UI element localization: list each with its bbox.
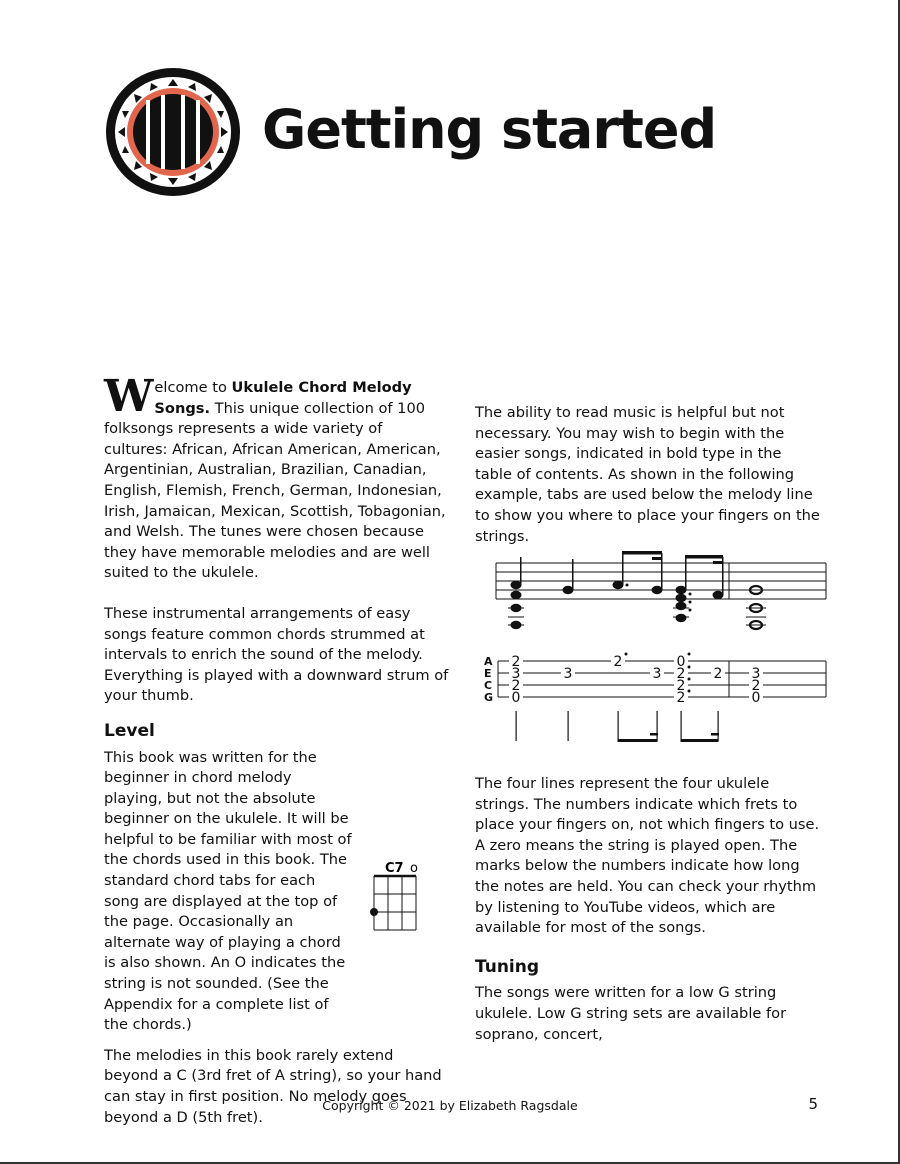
tab-explanation-paragraph: The four lines represent the four ukulele strings. The numbers indicate which frets to place your fingers on, not which fingers to use. A zero means the string is played open. The marks below the numbers indicate how long the notes are held. You can check your rhythm by listening to YouTube videos, which are available for most of the songs. bbox=[475, 775, 820, 937]
svg-text:0: 0 bbox=[676, 654, 686, 670]
chord-grid-icon bbox=[366, 860, 426, 936]
tab-string-g: G bbox=[484, 691, 494, 704]
tab-string-e: E bbox=[484, 667, 492, 680]
soundhole-icon bbox=[104, 66, 242, 198]
svg-text:2: 2 bbox=[511, 654, 521, 670]
intro-rest: This unique collection of 100 folksongs represents a wide variety of cultures: African, African American, American, Argentinian, Australian, Brazilian, Canadian, English, Flemish, French, German, Indonesian, Irish, Jamaican, Mexican, Scottish, Tobagonian, and Welsh. The tunes were chosen because they have memorable melodies and are well suited to the ukulele. bbox=[104, 399, 446, 582]
svg-text:2: 2 bbox=[713, 666, 723, 682]
tuning-paragraph: The songs were written for a low G string ukulele. Low G string sets are available for soprano, concert, bbox=[475, 984, 787, 1043]
drop-cap: W bbox=[104, 371, 154, 422]
svg-text:2: 2 bbox=[676, 690, 686, 706]
soundhole-logo bbox=[104, 66, 242, 198]
c7-chord-diagram bbox=[366, 860, 426, 936]
svg-text:0: 0 bbox=[751, 690, 761, 706]
svg-text:3: 3 bbox=[751, 666, 761, 682]
svg-text:3: 3 bbox=[563, 666, 573, 682]
right-column-intro: The ability to read music is helpful but not necessary. You may wish to begin with the easier songs, indicated in bold type in the table of contents. As shown in the following example, tabs are used below the melody line to show you where to place your fingers on the strings. bbox=[475, 404, 820, 545]
notation-example bbox=[484, 545, 826, 755]
book-title: Ukulele Chord Melody Songs. bbox=[154, 379, 412, 417]
tab-string-a: A bbox=[484, 655, 493, 668]
arrangements-paragraph: These instrumental arrangements of easy songs feature common chords strummed at intervals to enrich the sound of the melody. Everything is played with a downward strum of your thumb. bbox=[104, 604, 449, 705]
staff-and-tab-figure bbox=[484, 545, 826, 755]
page-number: 5 bbox=[808, 1095, 818, 1113]
chord-name: C7 bbox=[385, 861, 404, 876]
level-heading: Level bbox=[104, 720, 155, 741]
melody-range-paragraph: The melodies in this book rarely extend beyond a C (3rd fret of A string), so your hand can stay in first position. No melody goes beyond a D (5th fret). bbox=[104, 1046, 442, 1126]
right-column-explanation bbox=[475, 774, 820, 1045]
svg-text:2: 2 bbox=[676, 678, 686, 694]
svg-text:0: 0 bbox=[511, 690, 521, 706]
svg-text:3: 3 bbox=[511, 666, 521, 682]
svg-text:3: 3 bbox=[652, 666, 662, 682]
level-paragraph: This book was written for the beginner in chord melody playing, but not the absolute beginner on the ukulele. It will be helpful to be familiar with most of the chords used in this book. The standard chord tabs for each song are displayed at the top of the page. Occasionally an alternate way of playing a chord is also shown. An O indicates the string is not sounded. (See the Appendix for a complete list of the chords.) bbox=[104, 748, 352, 1034]
page-title: Getting started bbox=[262, 98, 717, 161]
open-string-marker: o bbox=[410, 861, 418, 876]
svg-text:2: 2 bbox=[676, 666, 686, 682]
svg-text:2: 2 bbox=[511, 678, 521, 694]
tab-string-c: C bbox=[484, 679, 493, 692]
copyright-footer: Copyright © 2021 by Elizabeth Ragsdale bbox=[322, 1098, 578, 1113]
intro-paragraph bbox=[104, 371, 449, 584]
intro-lead: elcome to bbox=[154, 379, 232, 396]
tuning-heading: Tuning bbox=[475, 956, 540, 977]
svg-text:2: 2 bbox=[613, 654, 623, 670]
svg-text:2: 2 bbox=[751, 678, 761, 694]
left-column bbox=[104, 371, 449, 1128]
